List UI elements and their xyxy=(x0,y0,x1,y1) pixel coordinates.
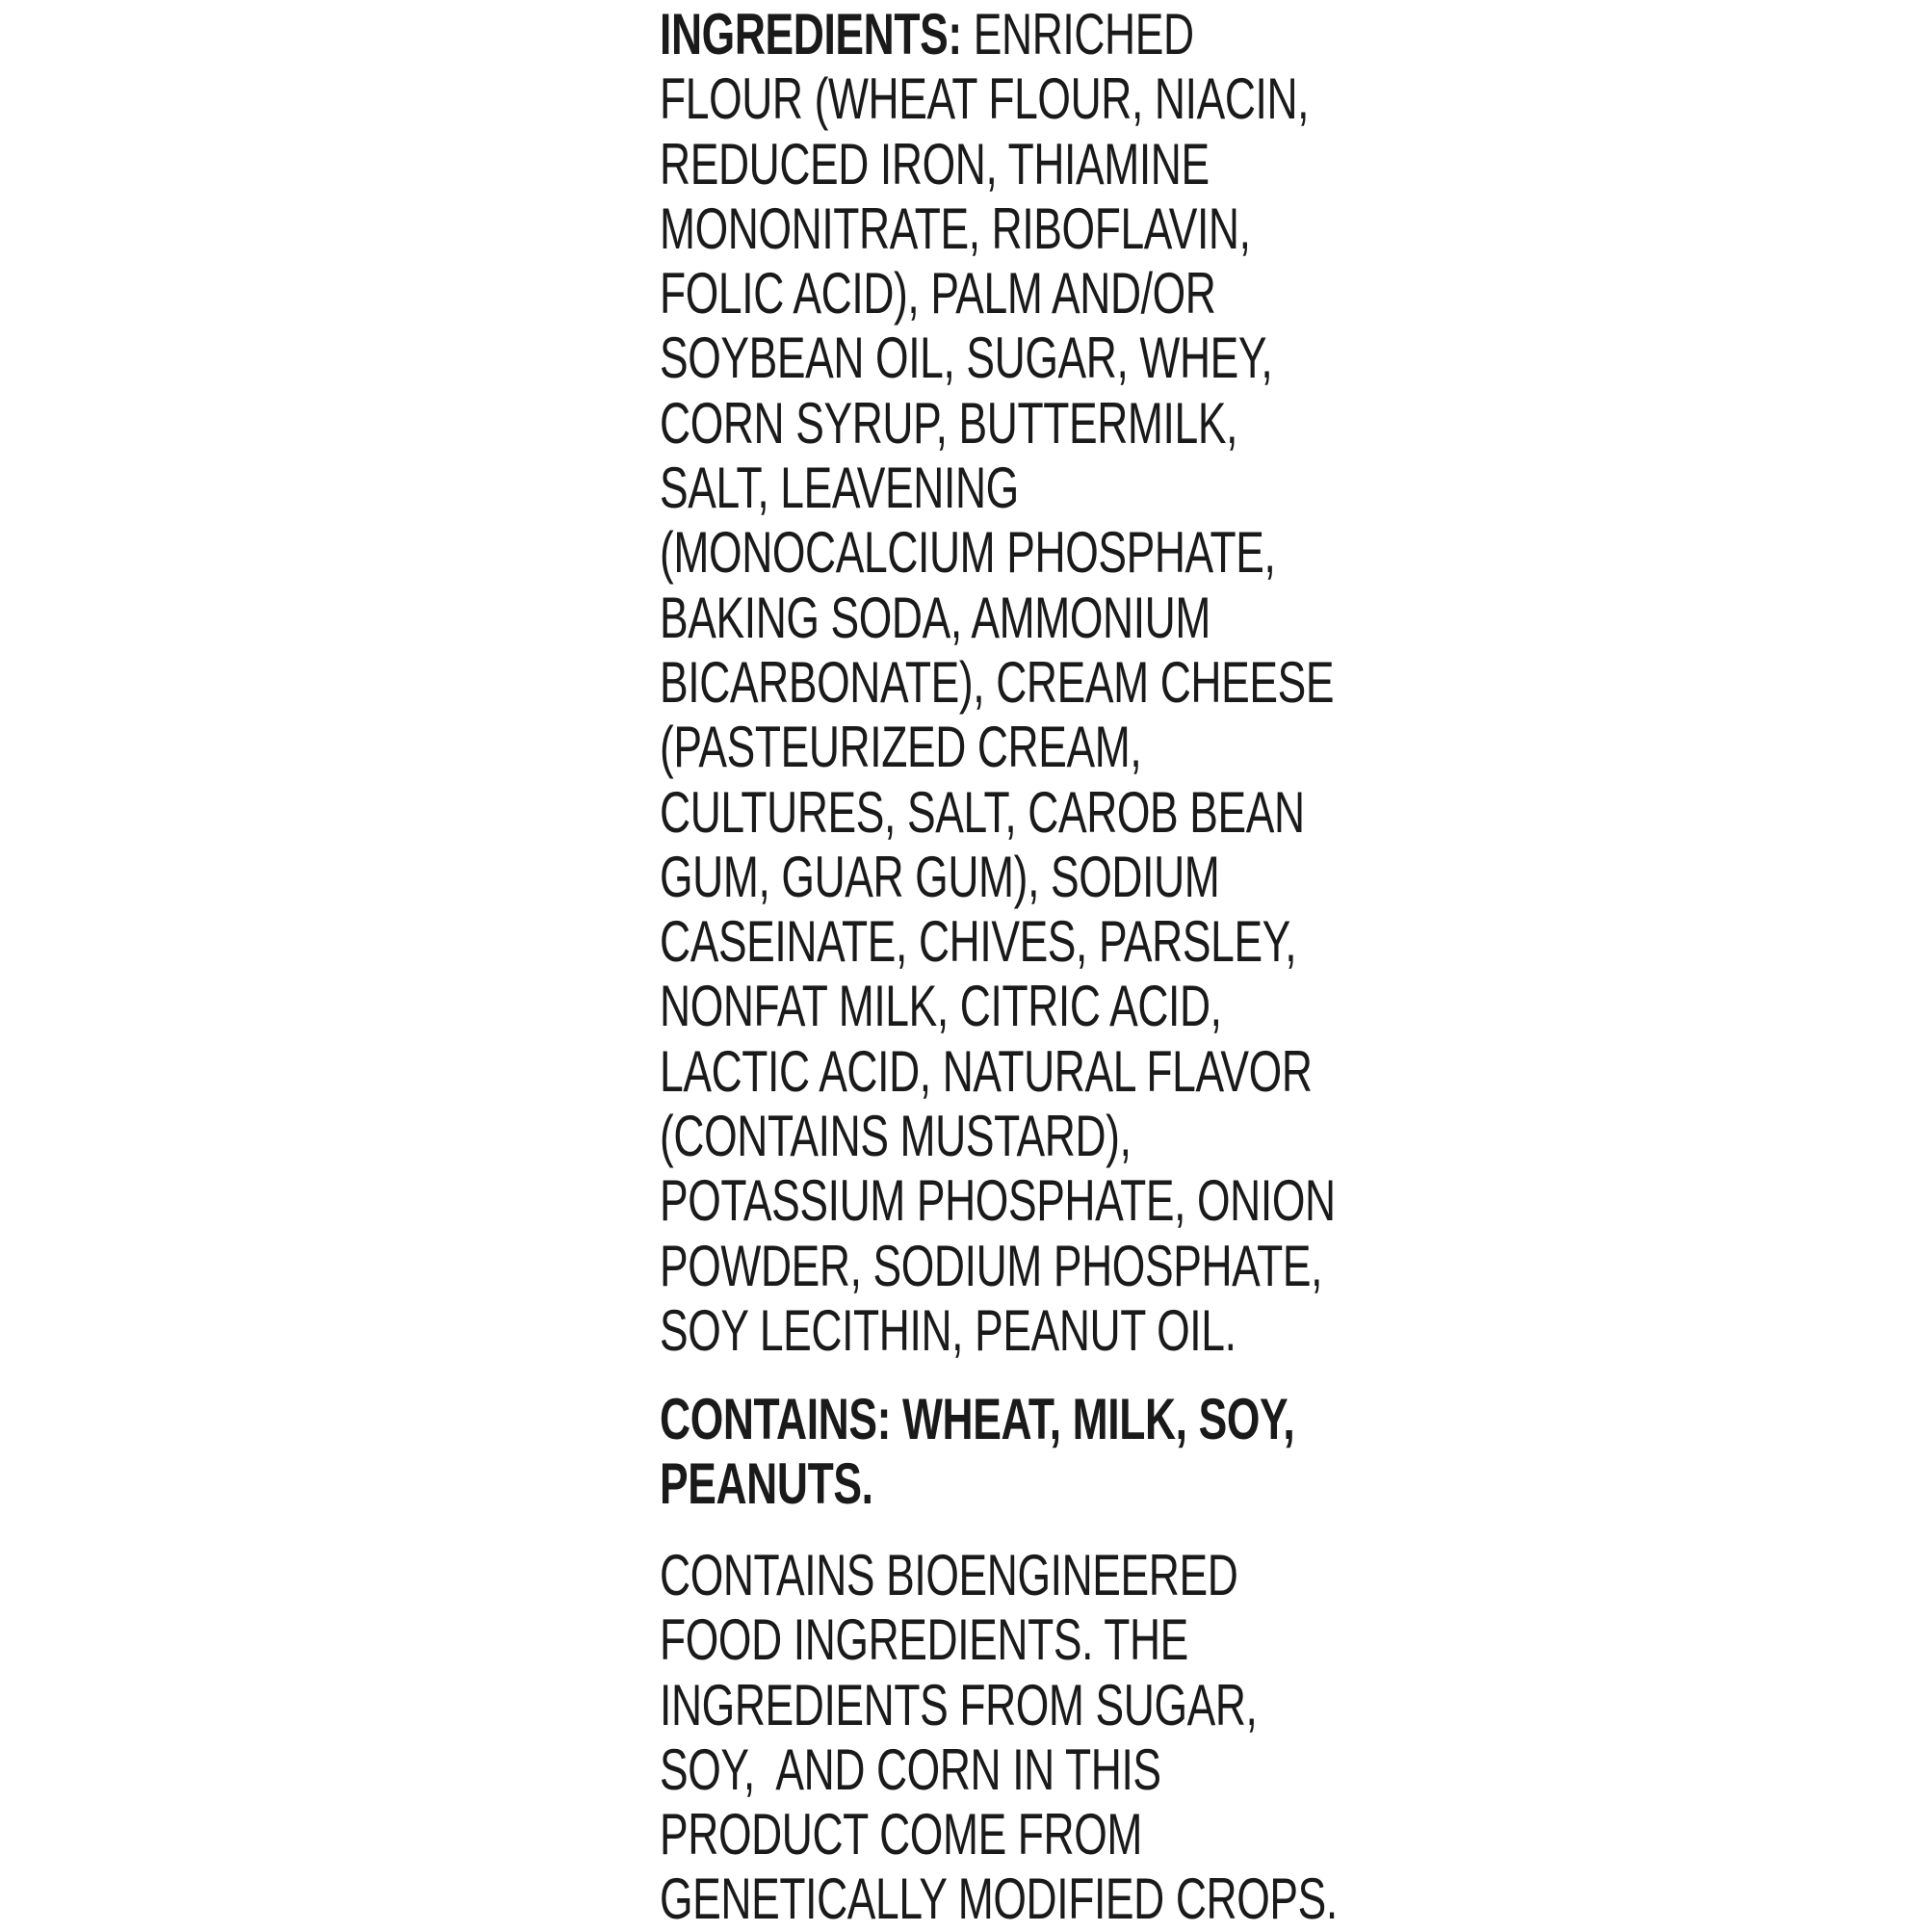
ingredients-heading: INGREDIENTS: xyxy=(660,2,962,66)
ingredients-line: POWDER, SODIUM PHOSPHATE, xyxy=(660,1233,1323,1298)
ingredients-first-line xyxy=(660,2,1336,66)
ingredients-line: CASEINATE, CHIVES, PARSLEY, xyxy=(660,909,1297,975)
ingredients-line: (CONTAINS MUSTARD), xyxy=(660,1104,1132,1169)
ingredients-line: MONONITRATE, RIBOFLAVIN, xyxy=(660,196,1251,261)
ingredients-block xyxy=(660,2,1573,1363)
ingredients-line: CULTURES, SALT, CAROB BEAN xyxy=(660,779,1305,845)
ingredients-line: BICARBONATE), CREAM CHEESE xyxy=(660,649,1335,715)
allergen-line: CONTAINS: WHEAT, MILK, SOY, xyxy=(660,1387,1295,1451)
bioengineered-line: SOY, AND CORN IN THIS xyxy=(660,1736,1161,1802)
ingredients-line: BAKING SODA, AMMONIUM xyxy=(660,585,1210,650)
ingredients-line: POTASSIUM PHOSPHATE, ONION xyxy=(660,1168,1336,1234)
ingredients-line: REDUCED IRON, THIAMINE xyxy=(660,131,1210,196)
ingredients-line: FOLIC ACID), PALM AND/OR xyxy=(660,261,1216,326)
ingredients-line: CORN SYRUP, BUTTERMILK, xyxy=(660,390,1238,456)
ingredients-first-line-text: ENRICHED xyxy=(961,2,1194,66)
ingredients-line: SOYBEAN OIL, SUGAR, WHEY, xyxy=(660,326,1273,391)
allergen-statement xyxy=(660,1387,1518,1517)
bioengineered-disclosure xyxy=(660,1543,1575,1932)
ingredients-line: SOY LECITHIN, PEANUT OIL. xyxy=(660,1297,1236,1363)
ingredients-line: (MONOCALCIUM PHOSPHATE, xyxy=(660,520,1276,586)
bioengineered-line: GENETICALLY MODIFIED CROPS. xyxy=(660,1867,1338,1932)
ingredients-line: (PASTEURIZED CREAM, xyxy=(660,715,1142,780)
allergen-line: PEANUTS. xyxy=(660,1451,873,1517)
bioengineered-line: FOOD INGREDIENTS. THE xyxy=(660,1607,1188,1673)
ingredients-line: NONFAT MILK, CITRIC ACID, xyxy=(660,974,1222,1039)
ingredients-line: LACTIC ACID, NATURAL FLAVOR xyxy=(660,1038,1313,1104)
ingredients-line: FLOUR (WHEAT FLOUR, NIACIN, xyxy=(660,66,1310,132)
bioengineered-line: INGREDIENTS FROM SUGAR, xyxy=(660,1672,1258,1737)
bioengineered-line: CONTAINS BIOENGINEERED xyxy=(660,1543,1238,1607)
bioengineered-line: PRODUCT COME FROM xyxy=(660,1802,1143,1867)
ingredients-line: GUM, GUAR GUM), SODIUM xyxy=(660,844,1220,909)
ingredients-line: SALT, LEAVENING xyxy=(660,456,1019,521)
